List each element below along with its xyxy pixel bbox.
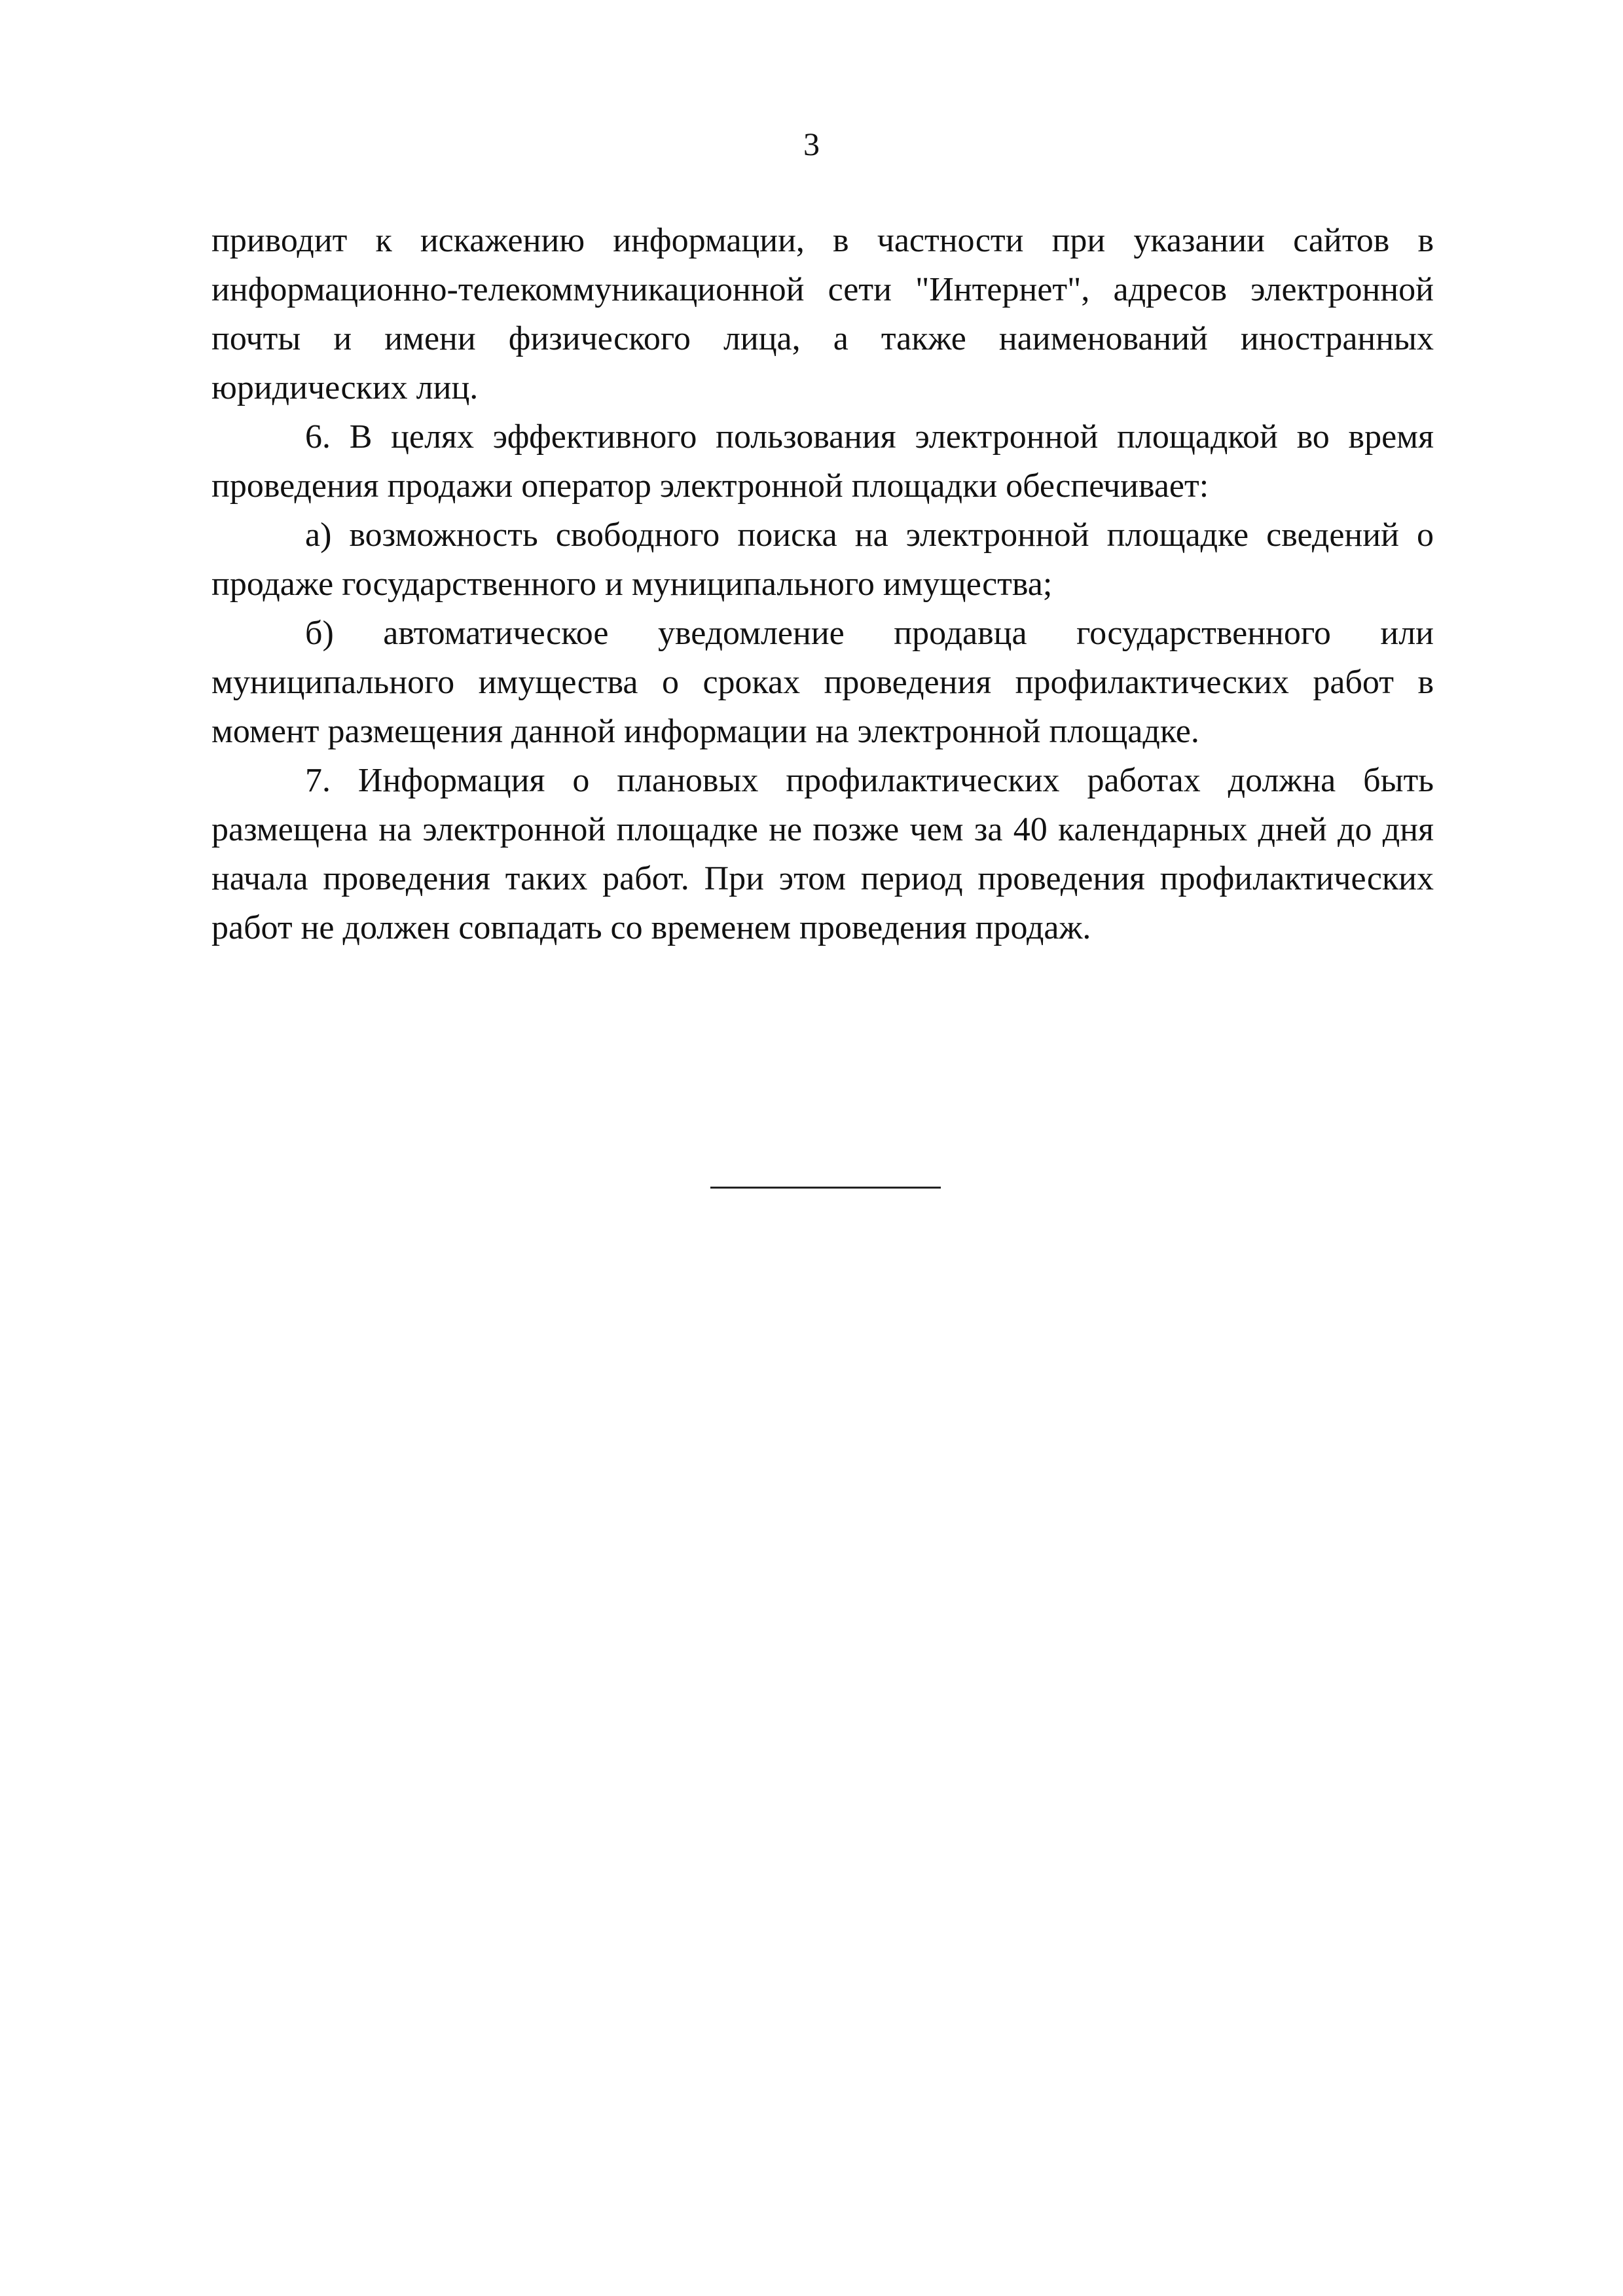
paragraph-subitem-a: а) возможность свободного поиска на электронной площадке сведений о продаже государственного и муниципального имущества;	[211, 516, 1434, 603]
end-of-document-rule	[710, 1187, 941, 1189]
paragraph-item-6: 6. В целях эффективного пользования электронной площадкой во время проведения продажи оператор электронной площадки обеспечивает:	[211, 418, 1434, 505]
paragraph-item-7: 7. Информация о плановых профилактических работах должна быть размещена на электронной площадке не позже чем за 40 календарных дней до дня начала проведения таких работ. При этом период проведения профилактических работ не должен совпадать со временем проведения продаж.	[211, 762, 1434, 946]
paragraph-continuation: приводит к искажению информации, в частности при указании сайтов в информационно-телекоммуникационной сети "Интернет", адресов электронной почты и имени физического лица, а также наименований иностранных юридических лиц.	[211, 222, 1434, 406]
paragraph-subitem-b: б) автоматическое уведомление продавца государственного или муниципального имущества о сроках проведения профилактических работ в момент размещения данной информации на электронной площадке.	[211, 615, 1434, 750]
page-number: 3	[803, 126, 820, 162]
document-body	[211, 216, 1434, 952]
